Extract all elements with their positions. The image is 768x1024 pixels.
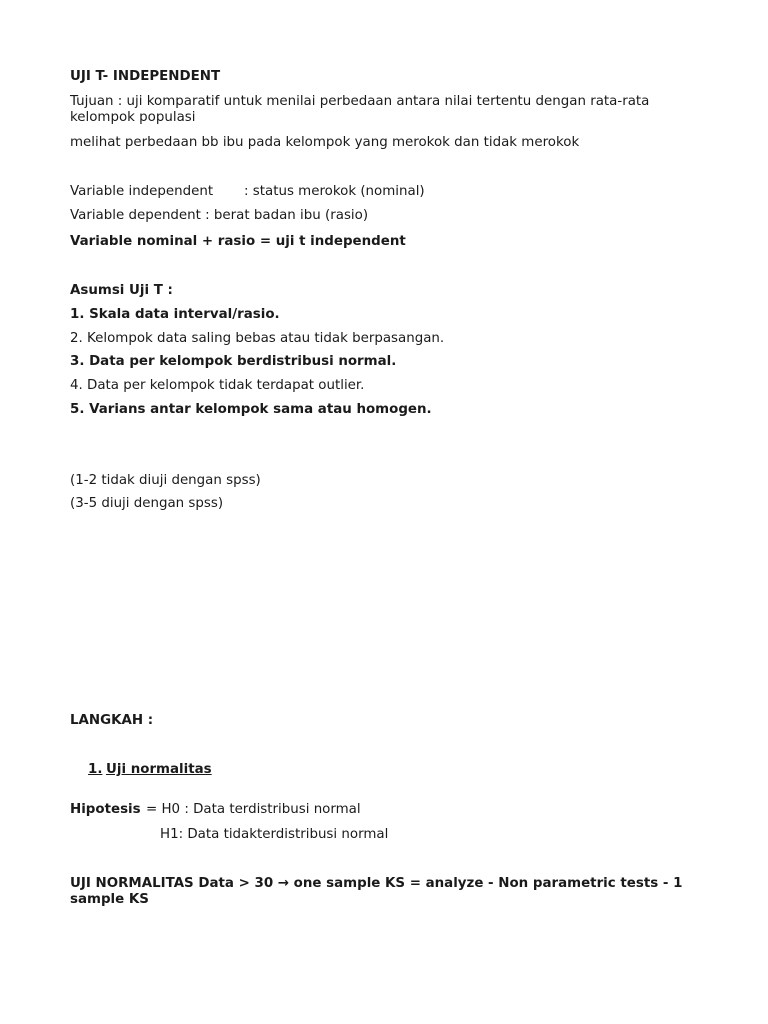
asumsi-item: 1. Skala data interval/rasio. bbox=[70, 307, 280, 322]
purpose-text: melihat perbedaan bb ibu pada kelompok yang merokok dan tidak merokok bbox=[70, 135, 580, 150]
hipotesis-h1: H1: Data tidakterdistribusi normal bbox=[160, 827, 389, 842]
variable-independent-label: Variable independent bbox=[70, 184, 214, 199]
document-heading: UJI T- INDEPENDENT bbox=[70, 69, 221, 84]
tujuan-text: Tujuan : uji komparatif untuk menilai perbedaan antara nilai tertentu dengan rata-rata kelompok populasi bbox=[70, 94, 650, 125]
hipotesis-label: Hipotesis bbox=[70, 802, 141, 817]
variable-dependent-text: Variable dependent : berat badan ibu (rasio) bbox=[70, 208, 369, 223]
asumsi-item: 2. Kelompok data saling bebas atau tidak berpasangan. bbox=[70, 331, 445, 346]
asumsi-item: 4. Data per kelompok tidak terdapat outlier. bbox=[70, 378, 365, 393]
variable-independent-value: : status merokok (nominal) bbox=[244, 184, 425, 199]
step-number: 1. bbox=[88, 762, 103, 777]
langkah-title: LANGKAH : bbox=[70, 713, 154, 728]
asumsi-item: 5. Varians antar kelompok sama atau homogen. bbox=[70, 402, 432, 417]
asumsi-item: 3. Data per kelompok berdistribusi normal. bbox=[70, 354, 397, 369]
hipotesis-h0: = H0 : Data terdistribusi normal bbox=[146, 802, 361, 817]
note-text: (1-2 tidak diuji dengan spss) bbox=[70, 473, 261, 488]
step-title: Uji normalitas bbox=[106, 762, 212, 777]
variable-rule-text: Variable nominal + rasio = uji t independent bbox=[70, 234, 406, 249]
asumsi-title: Asumsi Uji T : bbox=[70, 283, 173, 298]
note-text: (3-5 diuji dengan spss) bbox=[70, 496, 224, 511]
normalitas-text: UJI NORMALITAS Data > 30 → one sample KS = analyze - Non parametric tests - 1 sample KS bbox=[70, 876, 683, 907]
